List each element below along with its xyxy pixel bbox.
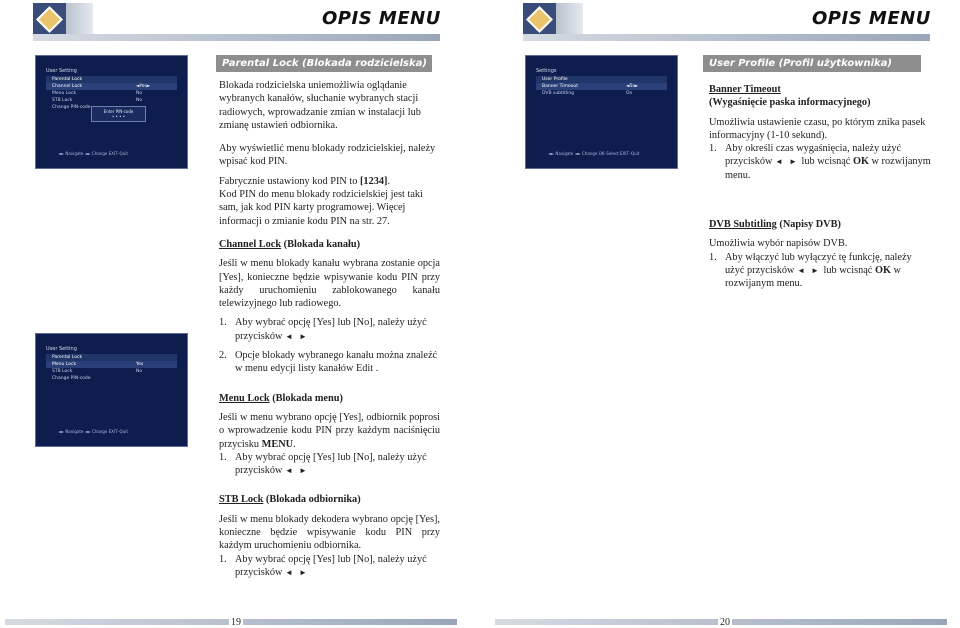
channel-lock-step-1: 1. Aby wybrać opcję [Yes] lub [No], należy użyć przycisków ◄ ► — [219, 317, 427, 342]
menu-lock-step-1: 1. Aby wybrać opcję [Yes] lub [No], należy użyć przycisków ◄ ► — [219, 451, 427, 477]
dvb-subtitling-step-1: 1. Aby włączyć lub wyłączyć tę funkcję, należy użyć przycisków ◄ ► lub wcisnąć OK w rozwijanym menu. — [709, 251, 912, 290]
screen-row: Change PIN-code — [52, 376, 91, 381]
pin-entry-dialog — [91, 106, 146, 122]
screen-row: Parental Lock — [46, 76, 177, 83]
banner-timeout-subtitle: (Wygaśnięcie paska informacyjnego) — [709, 97, 871, 109]
screen-footer: ◄► Navigate ◄► Change OK–Select EXIT–Quit — [548, 151, 640, 156]
pin-value: • • • • — [111, 114, 126, 119]
channel-lock-step-2: 2. Opcje blokady wybranego kanału można znaleźć w menu edycji listy kanałów Edit . — [219, 350, 438, 375]
stb-lock-body: Jeśli w menu blokady dekodera wybrano opcję [Yes], konieczne będzie wpisywanie kodu PIN przy każdym uruchomieniu odbiornika. — [219, 513, 440, 552]
pin-label: Enter PIN-code — [103, 109, 134, 114]
stb-lock-step-1: 1. Aby wybrać opcję [Yes] lub [No], należy użyć przycisków ◄ ► — [219, 553, 427, 578]
channel-lock-body: Jeśli w menu blokady kanału wybrana zostanie opcja [Yes], konieczne będzie wpisywanie kodu PIN przy każdy uruchomieniu zablokowanego kanału telewizyjnego lub radiowego. — [219, 258, 440, 310]
screen-row: Menu Lock Yes — [46, 361, 177, 368]
page-header-title: OPIS MENU — [812, 8, 931, 29]
parental-default-pin: Fabrycznie ustawiony kod PIN to [1234]. — [219, 175, 391, 187]
user-profile-screenshot — [525, 55, 678, 169]
menu-lock-body: Jeśli w menu wybrano opcję [Yes], odbiornik poprosi o wprowadzenie kodu PIN przy każdym naciśnięciu przycisku MENU. — [219, 411, 440, 450]
screen-menu-panel — [46, 354, 177, 404]
screen-footer: ◄► Navigate ◄► Change EXIT–Quit — [58, 151, 128, 156]
arrow-keys-icon: ◄ ► — [285, 331, 309, 341]
right-column-text — [709, 83, 931, 291]
screen-menu-panel — [536, 76, 667, 126]
page-header-title: OPIS MENU — [322, 8, 441, 29]
parental-intro: Blokada rodzicielska uniemożliwia oglądanie wybranych kanałów, słuchanie wybranych stacji radiowych, wprowadzanie zmian w instalacji lub zmianę ustawień odbiornika. — [219, 80, 421, 131]
screen-row: Menu Lock No — [52, 91, 143, 96]
page-number: 19 — [231, 617, 241, 628]
screen-row: Channel Lock ◄Yes► — [46, 83, 177, 90]
stb-lock-heading: STB Lock (Blokada odbiornika) — [219, 494, 361, 506]
dvb-subtitling-heading: DVB Subtitling (Napisy DVB) — [709, 219, 841, 231]
header-bar — [33, 34, 440, 41]
right-page — [490, 0, 960, 628]
arrow-keys-icon: ◄ ► — [797, 265, 821, 275]
brand-logo — [523, 3, 583, 36]
banner-timeout-body: Umożliwia ustawienie czasu, po którym znika pasek informacyjny (1-10 sekund). — [709, 116, 926, 141]
page-number: 20 — [720, 617, 730, 628]
section-title-parental-lock: Parental Lock (Blokada rodzicielska) — [216, 55, 432, 72]
brand-logo — [33, 3, 93, 36]
banner-timeout-step-1: 1. Aby określi czas wygaśnięcia, należy użyć przycisków ◄ ► lub wcisnąć OK w rozwijanym menu. — [709, 143, 931, 181]
parental-lock-screenshot — [35, 55, 188, 169]
screen-title: User Setting — [46, 346, 77, 352]
screen-row: Parental Lock — [46, 354, 177, 361]
section-title-user-profile: User Profile (Profil użytkownika) — [703, 55, 921, 72]
screen-row: DVB subtitling On — [542, 91, 633, 96]
dvb-subtitling-body: Umożliwia wybór napisów DVB. — [709, 238, 848, 250]
parental-pin-note: Kod PIN do menu blokady rodzicielskiej jest taki sam, jak kod PIN karty programowej. Więcej informacji o zmianie kodu PIN na str. 27. — [219, 189, 423, 227]
screen-row: Change PIN-code — [52, 105, 91, 110]
screen-row: STB Lock No — [52, 98, 143, 103]
header-bar — [523, 34, 930, 41]
screen-row: Banner Timeout ◄5s► — [536, 83, 667, 90]
arrow-keys-icon: ◄ ► — [775, 157, 799, 167]
menu-lock-heading: Menu Lock (Blokada menu) — [219, 392, 343, 404]
arrow-keys-icon: ◄ ► — [285, 567, 309, 577]
screen-row: STB Lock No — [52, 369, 143, 374]
screen-title: Settings — [536, 68, 557, 74]
channel-lock-heading: Channel Lock (Blokada kanału) — [219, 238, 361, 250]
parental-pin-info: Aby wyświetlić menu blokady rodzicielskiej, należy wpisać kod PIN. — [219, 143, 436, 168]
screen-title: User Setting — [46, 68, 77, 74]
arrow-keys-icon: ◄ ► — [285, 466, 309, 476]
menu-lock-screenshot — [35, 333, 188, 447]
screen-footer: ◄► Navigate ◄► Change EXIT–Quit — [58, 429, 128, 434]
left-page — [0, 0, 470, 628]
left-column-text — [219, 79, 440, 579]
banner-timeout-heading: Banner Timeout — [709, 84, 781, 95]
screen-row: User Profile — [536, 76, 667, 83]
